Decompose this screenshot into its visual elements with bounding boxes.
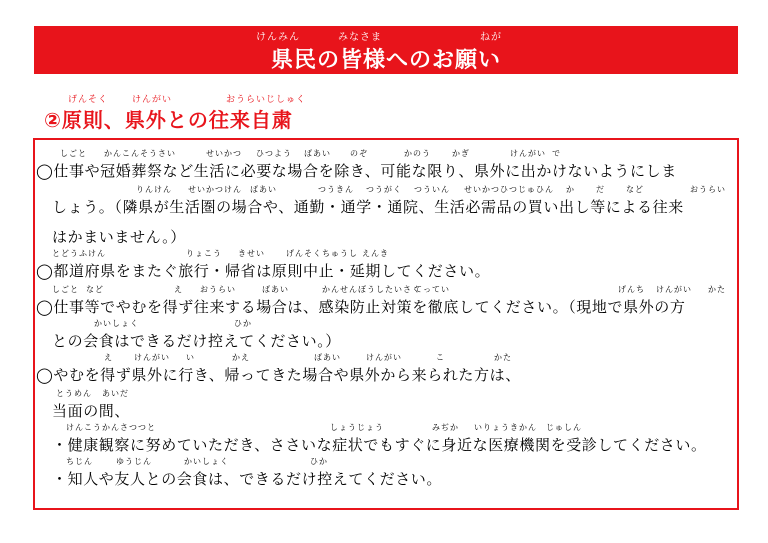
ruby-text: てってい (414, 285, 450, 294)
body-line: ・知人や友人との会食は、できるだけ控えてください。 (52, 470, 443, 488)
ruby-text: きせい (238, 249, 265, 258)
ruby-text: けんがい (134, 353, 170, 362)
ruby-text: かいしょく (184, 457, 229, 466)
page-title: 県民の皆様へのお願い (270, 48, 501, 73)
ruby-text: など (626, 185, 644, 194)
header-ruby: けんみん (256, 32, 300, 43)
body-line: との会食はできるだけ控えてください。） (52, 332, 341, 350)
ruby-text: ちじん (66, 457, 93, 466)
ruby-text: つういん (414, 185, 450, 194)
ruby-text: かんこんそうさい (104, 149, 176, 158)
ruby-text: ひつよう (256, 149, 292, 158)
ruby-text: せいかつけん (188, 185, 242, 194)
ruby-text: とうめん (56, 389, 92, 398)
ruby-text: つうきん (318, 185, 354, 194)
body-line: はかまいません。） (52, 228, 186, 246)
ruby-text: けんがい (656, 285, 692, 294)
ruby-text: せいかつひつじゅひん (464, 185, 554, 194)
ruby-text: で (552, 149, 561, 158)
ruby-text: ばあい (250, 185, 277, 194)
section-ruby: けんがい (132, 95, 173, 105)
body-line: ◯仕事や冠婚葬祭など生活に必要な場合を除き、可能な限り、県外に出かけないようにしま (36, 162, 677, 180)
ruby-text: のぞ (350, 149, 368, 158)
ruby-text: おうらい (200, 285, 236, 294)
ruby-text: しょうじょう (330, 423, 384, 432)
ruby-text: げんそくちゅうし (286, 249, 358, 258)
ruby-text: とどうふけん (52, 249, 106, 258)
section-ruby: げんそく (68, 95, 109, 105)
ruby-text: げんち (618, 285, 645, 294)
ruby-text: ゆうじん (116, 457, 152, 466)
body-line: ◯都道府県をまたぐ旅行・帰省は原則中止・延期してください。 (36, 262, 491, 280)
ruby-text: など (86, 285, 104, 294)
ruby-text: えんき (362, 249, 389, 258)
ruby-text: おうらい (690, 185, 726, 194)
ruby-text: あいだ (102, 389, 129, 398)
ruby-text: かのう (404, 149, 431, 158)
body-line: ・健康観察に努めていただき、ささいな症状でもすぐに身近な医療機関を受診してください。 (52, 436, 707, 454)
ruby-text: りょこう (186, 249, 222, 258)
ruby-text: ばあい (262, 285, 289, 294)
body-line: しょう。（隣県が生活圏の場合や、通勤・通学・通院、生活必需品の買い出し等による往来 (52, 198, 684, 216)
ruby-text: しごと (52, 285, 79, 294)
ruby-text: か (566, 185, 575, 194)
ruby-text: かえ (232, 353, 250, 362)
body-line: 当面の間、 (52, 402, 131, 420)
header-banner (34, 26, 738, 74)
ruby-text: けんがい (366, 353, 402, 362)
ruby-text: かた (708, 285, 726, 294)
ruby-text: せいかつ (206, 149, 242, 158)
ruby-text: ばあい (314, 353, 341, 362)
ruby-text: いりょうきかん (474, 423, 537, 432)
ruby-text: つうがく (366, 185, 402, 194)
ruby-text: かた (494, 353, 512, 362)
ruby-text: みぢか (432, 423, 459, 432)
ruby-text: かぎ (452, 149, 470, 158)
ruby-text: い (186, 353, 195, 362)
ruby-text: だ (596, 185, 605, 194)
ruby-text: つと (138, 423, 156, 432)
ruby-text: え (104, 353, 113, 362)
ruby-text: けんこうかんさつ (66, 423, 138, 432)
ruby-text: りんけん (136, 185, 172, 194)
ruby-text: じゅしん (546, 423, 582, 432)
ruby-text: かんせんぼうしたいさく (322, 285, 421, 294)
body-line: ◯仕事等でやむを得ず往来する場合は、感染防止対策を徹底してください。（現地で県外の方 (36, 298, 686, 316)
ruby-text: かいしょく (94, 319, 139, 328)
ruby-text: こ (436, 353, 445, 362)
ruby-text: しごと (60, 149, 87, 158)
ruby-text: ひか (234, 319, 252, 328)
header-ruby: みなさま (338, 32, 382, 43)
section-ruby: おうらいじしゅく (226, 95, 307, 105)
ruby-text: ひか (310, 457, 328, 466)
ruby-text: ばあい (304, 149, 331, 158)
body-line: ◯やむを得ず県外に行き、帰ってきた場合や県外から来られた方は、 (36, 366, 521, 384)
ruby-text: けんがい (510, 149, 546, 158)
section-title: ②原則、県外との往来自粛 (44, 108, 293, 132)
ruby-text: え (174, 285, 183, 294)
header-ruby: ねが (480, 32, 502, 43)
